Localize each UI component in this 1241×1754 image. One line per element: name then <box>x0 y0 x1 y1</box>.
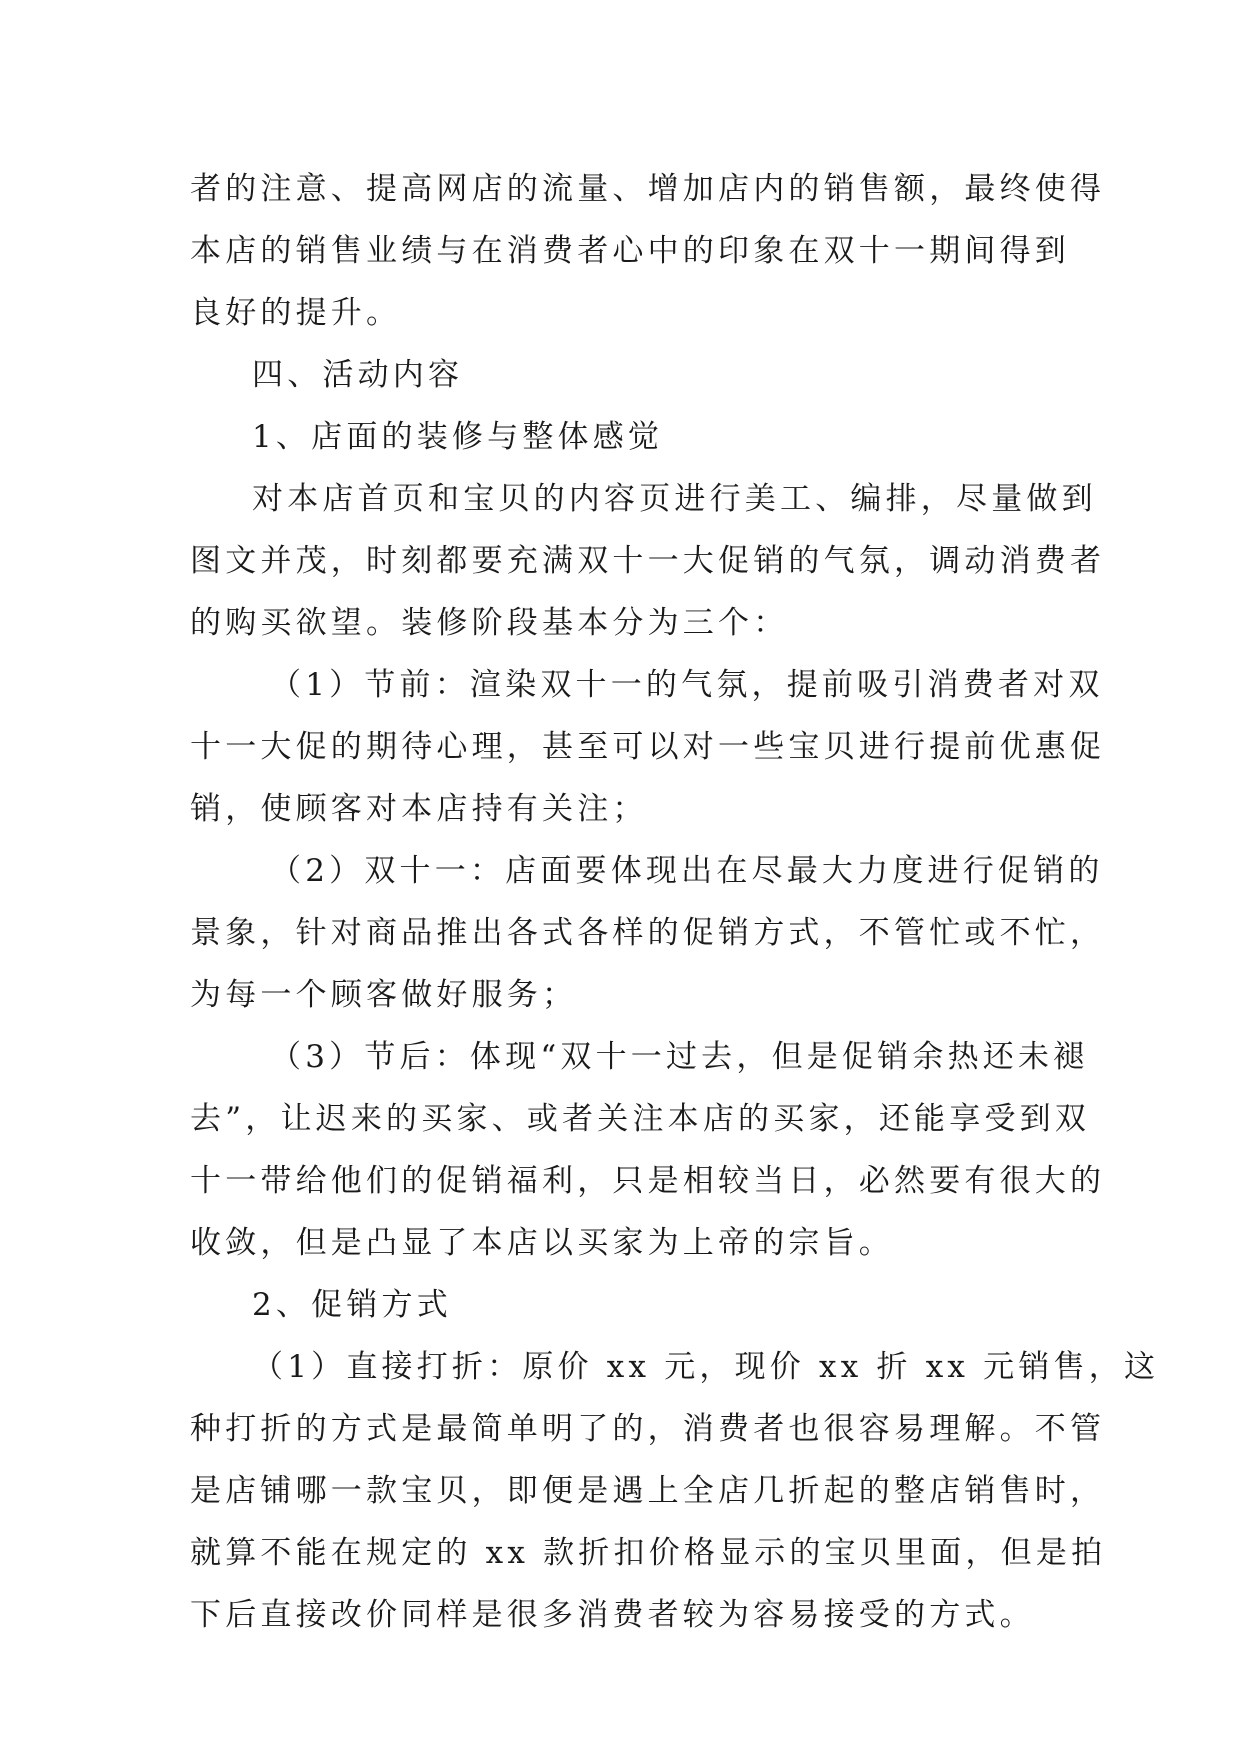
text-line: 下后直接改价同样是很多消费者较为容易接受的方式。 <box>190 1597 1035 1633</box>
text-line: 图文并茂，时刻都要充满双十一大促销的气氛，调动消费者 <box>190 543 1106 579</box>
section-heading: 四、活动内容 <box>252 357 464 393</box>
document-body <box>190 158 1160 1646</box>
text-line: 十一大促的期待心理，甚至可以对一些宝贝进行提前优惠促 <box>190 729 1106 765</box>
text-line: 者的注意、提高网店的流量、增加店内的销售额，最终使得 <box>190 171 1106 207</box>
text-line: 种打折的方式是最简单明了的，消费者也很容易理解。不管 <box>190 1411 1106 1447</box>
text-line: 良好的提升。 <box>190 295 402 331</box>
text-line: 对本店首页和宝贝的内容页进行美工、编排，尽量做到 <box>252 481 1097 517</box>
text-line: 本店的销售业绩与在消费者心中的印象在双十一期间得到 <box>190 233 1070 269</box>
text-line: 为每一个顾客做好服务； <box>190 977 578 1013</box>
list-item: （3）节后：体现“双十一过去，但是促销余热还未褪 <box>270 1039 1089 1075</box>
subsection-heading: 2、促销方式 <box>252 1287 452 1323</box>
text-line: 收敛，但是凸显了本店以买家为上帝的宗旨。 <box>190 1225 894 1261</box>
text-line: 的购买欲望。装修阶段基本分为三个： <box>190 605 789 641</box>
text-line: 就算不能在规定的 xx 款折扣价格显示的宝贝里面，但是拍 <box>190 1535 1107 1571</box>
subsection-heading: 1、店面的装修与整体感觉 <box>252 419 664 455</box>
list-item: （2）双十一：店面要体现出在尽最大力度进行促销的 <box>270 853 1104 889</box>
text-line: 景象，针对商品推出各式各样的促销方式，不管忙或不忙， <box>190 915 1106 951</box>
text-line: 十一带给他们的促销福利，只是相较当日，必然要有很大的 <box>190 1163 1106 1199</box>
list-item: （1）直接打折：原价 xx 元，现价 xx 折 xx 元销售，这 <box>252 1349 1160 1385</box>
text-line: 是店铺哪一款宝贝，即便是遇上全店几折起的整店销售时， <box>190 1473 1106 1509</box>
text-line: 销，使顾客对本店持有关注； <box>190 791 648 827</box>
text-line: 去”，让迟来的买家、或者关注本店的买家，还能享受到双 <box>190 1101 1091 1137</box>
list-item: （1）节前：渲染双十一的气氛，提前吸引消费者对双 <box>270 667 1104 703</box>
